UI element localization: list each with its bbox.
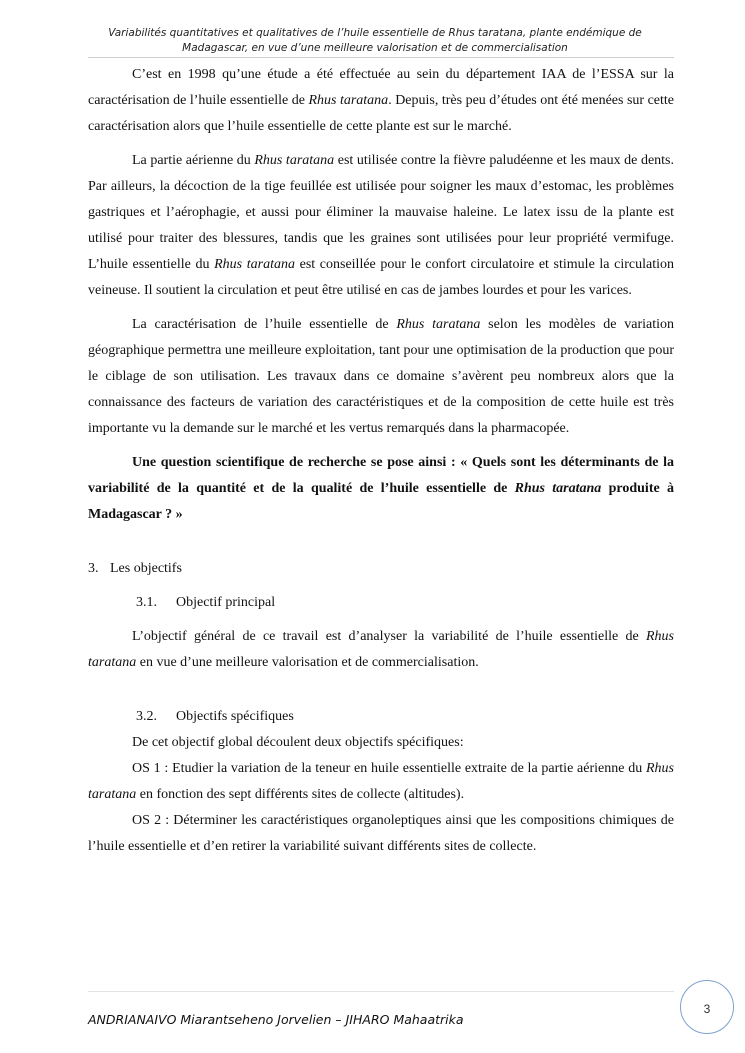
subsection-number: 3.2. [136, 709, 157, 724]
subsection-number: 3.1. [136, 595, 157, 610]
paragraph-text: OS 1 : Etudier la variation de la teneur en huile essentielle extraite de la partie aérienne du [132, 761, 646, 776]
objective-os2: OS 2 : Déterminer les caractéristiques organoleptiques ainsi que les compositions chimiques de l’huile essentielle et d’en retirer la variabilité suivant différents sites de collecte. [88, 813, 674, 854]
species-name: Rhus taratana [88, 629, 674, 670]
species-name: Rhus taratana [514, 481, 602, 496]
section-title: Les objectifs [110, 561, 182, 576]
paragraph-intro-history [88, 62, 674, 140]
blank-line [88, 684, 674, 704]
section-number: 3. [88, 561, 99, 576]
header-divider [88, 57, 674, 58]
footer-authors: ANDRIANAIVO Miarantseheno Jorvelien – JIHARO Mahaatrika [88, 1012, 464, 1027]
subsection-title: Objectifs spécifiques [176, 709, 294, 724]
paragraph-uses [88, 148, 674, 304]
paragraph-text: produite à Madagascar ? » [88, 481, 674, 522]
paragraph-text: selon les modèles de variation géographique permettra une meilleure exploitation, tant pour une optimisation de la production que pour le ciblage de son utilisation. Les travaux dans ce domaine s’avèrent peu nombreux alors que la connaissance des facteurs de variation des caractéristiques et de la composition de cette huile est très importante vu la demande sur le marché et les vertus remarqués dans la pharmacopée. [88, 317, 674, 436]
objective-os1 [88, 756, 674, 808]
species-name: Rhus taratana [308, 93, 389, 108]
subsection-heading-specifiques [88, 704, 674, 730]
footer-divider [88, 991, 674, 992]
page-body [88, 62, 674, 860]
paragraph-text: C’est en 1998 qu’une étude a été effectuée au sein du département IAA de l’ESSA sur la caractérisation de l’huile essentielle de [88, 67, 674, 108]
subsection-title: Objectif principal [176, 595, 276, 610]
paragraph-characterisation [88, 312, 674, 442]
paragraph-text: en vue d’une meilleure valorisation et de commercialisation. [136, 655, 479, 670]
species-name: Rhus taratana [396, 317, 481, 332]
paragraph-text: est conseillée pour le confort circulatoire et stimule la circulation veineuse. Il soutient la circulation et peut être utilisé en cas de jambes lourdes et pour les varices. [88, 257, 675, 298]
paragraph-text: . Depuis, très peu d’études ont été menées sur cette caractérisation alors que l’huile essentielle de cette plante est sur le marché. [88, 93, 674, 134]
subsection-heading-principal [88, 590, 674, 616]
paragraph-text: en fonction des sept différents sites de collecte (altitudes). [136, 787, 465, 802]
section-heading-objectifs [88, 556, 674, 582]
paragraph-text: est utilisée contre la fièvre paludéenne et les maux de dents. Par ailleurs, la décoction de la tige feuillée est utilisée pour soigner les maux d’estomac, les problèmes gastriques et l’aérophagie, et aussi pour éliminer la mauvaise haleine. Le latex issu de la plante est utilisé pour traiter des blessures, tandis que les graines sont utilisées pour leur propriété vermifuge. L’huile essentielle du [88, 153, 675, 272]
running-header-line-1: Variabilités quantitatives et qualitatives de l’huile essentielle de Rhus taratana, plante endémique de [108, 27, 642, 39]
species-name: Rhus taratana [214, 257, 295, 272]
paragraph-text: Une question scientifique de recherche se pose ainsi : « Quels sont les déterminants de la variabilité de la quantité et de la qualité de l’huile essentielle de [88, 455, 674, 496]
species-name: Rhus taratana [254, 153, 335, 168]
paragraph-text: La caractérisation de l’huile essentielle de [132, 317, 397, 332]
paragraph-objectifs-intro: De cet objectif global découlent deux objectifs spécifiques: [132, 735, 464, 750]
paragraph-text: La partie aérienne du [132, 153, 255, 168]
running-header-line-2: Madagascar, en vue d’une meilleure valorisation et de commercialisation [182, 42, 568, 54]
page-number-badge [680, 980, 734, 1034]
paragraph-objectif-principal [88, 624, 674, 676]
page-number: 3 [703, 1002, 711, 1016]
research-question [88, 450, 674, 528]
species-name: Rhus taratana [88, 761, 674, 802]
paragraph-text: L’objectif général de ce travail est d’analyser la variabilité de l’huile essentielle de [132, 629, 646, 644]
running-header [95, 26, 655, 56]
blank-line [88, 536, 674, 556]
